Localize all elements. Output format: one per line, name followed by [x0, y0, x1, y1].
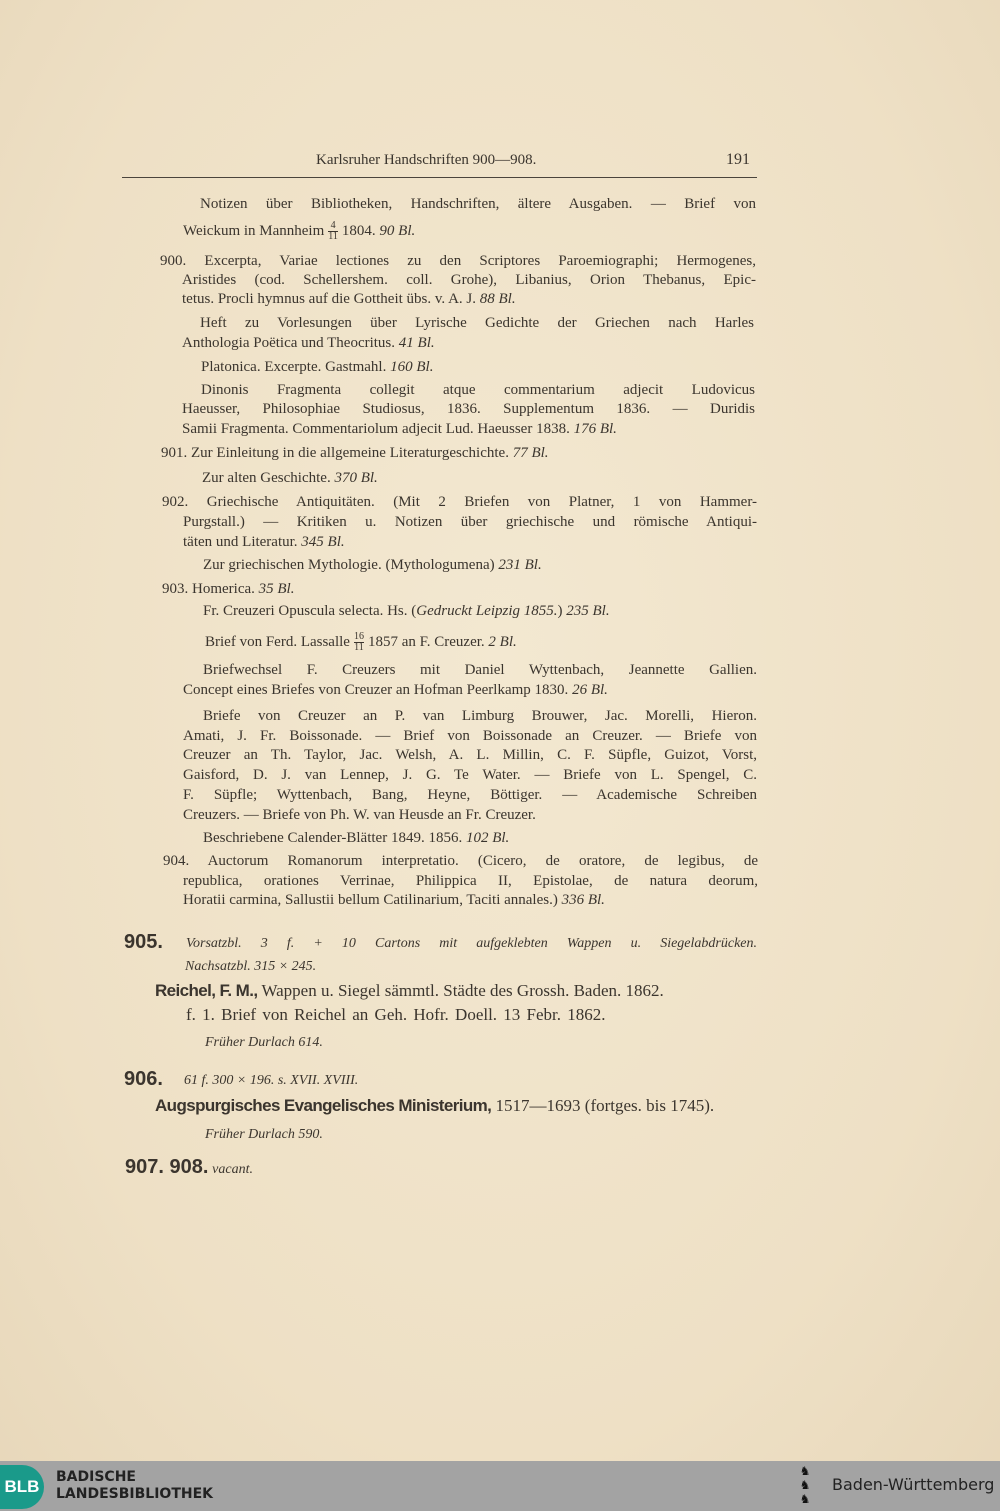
entry-number: 903. — [162, 581, 189, 597]
entry-number: 907. 908. — [125, 1156, 209, 1178]
text-line: republica, orationes Verrinae, Philippica II, Epistolae, de natura deorum, — [183, 873, 758, 889]
footer-bar — [0, 1461, 1000, 1511]
text-line: Briefe von Creuzer an P. van Limburg Brouwer, Jac. Morelli, Hieron. — [203, 708, 757, 724]
leaf-count: 160 Bl. — [390, 359, 434, 375]
library-name[interactable] — [56, 1469, 213, 1503]
text: Fr. Creuzeri Opuscula selecta. Hs. ( — [203, 603, 417, 619]
text: Horatii carmina, Sallustii bellum Catilinarium, Taciti annales.) — [183, 892, 558, 908]
print-note: Gedruckt Leipzig 1855. — [416, 603, 558, 619]
text-line: Aristides (cod. Schellershem. coll. Grohe), Libanius, Orion Thebanus, Epic- — [182, 272, 756, 288]
text-line: Creuzer an Th. Taylor, Jac. Welsh, A. L. Millin, C. F. Süpfle, Guizot, Vorst, — [183, 747, 757, 763]
date-fraction — [328, 221, 338, 242]
text-line: Gaisford, D. J. van Lennep, J. G. Te Water. — Briefe von L. Spengel, C. — [183, 767, 757, 783]
text-line: Dinonis Fragmenta collegit atque commentarium adjecit Ludovicus — [201, 382, 755, 398]
entry-902 — [162, 492, 757, 512]
leaf-count: 35 Bl. — [258, 581, 295, 597]
title-line — [155, 981, 664, 1001]
provenance: Früher Durlach 614. — [205, 1035, 323, 1050]
text-line: Briefwechsel F. Creuzers mit Daniel Wyttenbach, Jeannette Gallien. — [203, 662, 757, 678]
text: Samii Fragmenta. Commentariolum adjecit Lud. Haeusser 1838. — [182, 421, 570, 437]
text-line: Purgstall.) — Kritiken u. Notizen über griechische und römische Antiqui- — [183, 514, 757, 530]
text-line: Haeusser, Philosophiae Studiosus, 1836. Supplementum 1836. — Duridis — [182, 401, 755, 417]
status: vacant. — [212, 1162, 253, 1177]
title: Wappen u. Siegel sämmtl. Städte des Grossh. Baden. 1862. — [261, 981, 664, 1000]
page-number: 191 — [726, 151, 750, 168]
note: f. 1. Brief von Reichel an Geh. Hofr. Doell. 13 Febr. 1862. — [186, 1005, 606, 1024]
day: 4 — [330, 220, 336, 232]
entry-number: 904. — [163, 853, 190, 869]
entry-number-905: 905. — [124, 931, 163, 953]
provenance: Früher Durlach 590. — [205, 1127, 323, 1142]
state-logo-text[interactable]: Baden-Württemberg — [832, 1475, 995, 1494]
text: Concept eines Briefes von Creuzer an Hofman Peerlkamp 1830. — [183, 682, 569, 698]
text: Beschriebene Calender-Blätter 1849. 1856. — [203, 830, 463, 846]
text: ) — [557, 603, 563, 619]
text: Excerpta, Variae lectiones zu den Scriptores Paroemiographi; Hermogenes, — [204, 253, 756, 269]
leaf-count: 41 Bl. — [398, 335, 435, 351]
entry-number: 901. — [161, 445, 188, 461]
text: täten und Literatur. — [183, 534, 298, 550]
leaf-count: 235 Bl. — [566, 603, 610, 619]
leaf-count: 2 Bl. — [488, 634, 517, 650]
leaf-count: 336 Bl. — [561, 892, 605, 908]
title-line — [155, 1096, 714, 1116]
entry-900 — [160, 251, 756, 271]
text: Platonica. Excerpte. Gastmahl. — [201, 359, 387, 375]
leaf-count: 231 Bl. — [498, 557, 542, 573]
text-line — [203, 601, 610, 621]
text-line — [183, 890, 605, 910]
text: Brief von Ferd. Lassalle — [205, 634, 350, 650]
text: Zur griechischen Mythologie. (Mythologumena) — [203, 557, 495, 573]
leaf-count: 176 Bl. — [573, 421, 617, 437]
leaf-count: 88 Bl. — [479, 291, 516, 307]
text-line: Creuzers. — Briefe von Ph. W. van Heusde an Fr. Creuzer. — [183, 807, 536, 823]
entry-907-908 — [125, 1157, 253, 1180]
leaf-count: 26 Bl. — [572, 682, 608, 698]
entry-number: 902. — [162, 494, 189, 510]
text-line — [183, 221, 415, 242]
leaf-count: 370 Bl. — [334, 470, 378, 486]
library-name-line: LANDESBIBLIOTHEK — [56, 1486, 214, 1502]
text-line — [183, 532, 345, 552]
text-line — [205, 632, 517, 653]
physical-description: Nachsatzbl. 315 × 245. — [185, 959, 317, 974]
text: tetus. Procli hymnus auf die Gottheit übs. v. A. J. — [182, 291, 477, 307]
entry-904 — [163, 851, 758, 871]
text-line — [203, 828, 509, 848]
leaf-count: 77 Bl. — [512, 445, 549, 461]
text: Auctorum Romanorum interpretatio. (Cicero, de oratore, de legibus, de — [207, 853, 758, 869]
lions-coat-of-arms-icon: ♞ ♞ ♞ — [799, 1464, 811, 1506]
physical-description: Vorsatzbl. 3 f. + 10 Cartons mit aufgeklebten Wappen u. Siegelabdrücken. — [186, 936, 757, 951]
text: Weickum in Mannheim — [183, 223, 325, 239]
leaf-count: 345 Bl. — [301, 534, 345, 550]
day: 16 — [353, 631, 364, 643]
author: Augspurgisches Evangelisches Ministerium, — [155, 1096, 492, 1115]
library-name-line: BADISCHE — [56, 1469, 136, 1485]
text: Homerica. — [192, 581, 255, 597]
text-line: Amati, J. Fr. Boissonade. — Brief von Boissonade an Creuzer. — Briefe von — [183, 728, 757, 744]
text-line — [201, 357, 433, 377]
text-line — [182, 289, 516, 309]
text: 1857 an F. Creuzer. — [367, 634, 485, 650]
date-fraction — [354, 632, 364, 653]
title: 1517—1693 (fortges. bis 1745). — [495, 1096, 715, 1115]
text-line: Notizen über Bibliotheken, Handschriften, ältere Ausgaben. — Brief von — [200, 196, 756, 212]
entry-number: 900. — [160, 253, 187, 269]
month: 11 — [328, 231, 338, 243]
author: Reichel, F. M., — [155, 981, 258, 1000]
text: 1804. — [341, 223, 376, 239]
text-line — [182, 333, 435, 353]
text: Anthologia Poëtica und Theocritus. — [182, 335, 396, 351]
text-line — [202, 468, 378, 488]
header-rule — [122, 177, 757, 178]
text: Griechische Antiquitäten. (Mit 2 Briefen von Platner, 1 von Hammer- — [206, 494, 758, 510]
entry-number-906: 906. — [124, 1068, 163, 1090]
blb-logo[interactable]: BLB — [0, 1465, 44, 1509]
text-line — [203, 555, 542, 575]
text-line: F. Süpfle; Wyttenbach, Bang, Heyne, Böttiger. — Academische Schreiben — [183, 787, 757, 803]
month: 11 — [354, 642, 364, 654]
leaf-count: 90 Bl. — [379, 223, 416, 239]
physical-description: 61 f. 300 × 196. s. XVII. XVIII. — [184, 1073, 359, 1088]
entry-903 — [162, 579, 294, 599]
text: Zur Einleitung in die allgemeine Literaturgeschichte. — [191, 445, 509, 461]
leaf-count: 102 Bl. — [465, 830, 510, 846]
running-title: Karlsruher Handschriften 900—908. — [316, 152, 537, 168]
text-line — [182, 419, 617, 439]
text-line — [183, 680, 608, 700]
text-line: Heft zu Vorlesungen über Lyrische Gedichte der Griechen nach Harles — [200, 315, 754, 331]
text: Zur alten Geschichte. — [202, 470, 331, 486]
entry-901 — [161, 443, 549, 463]
